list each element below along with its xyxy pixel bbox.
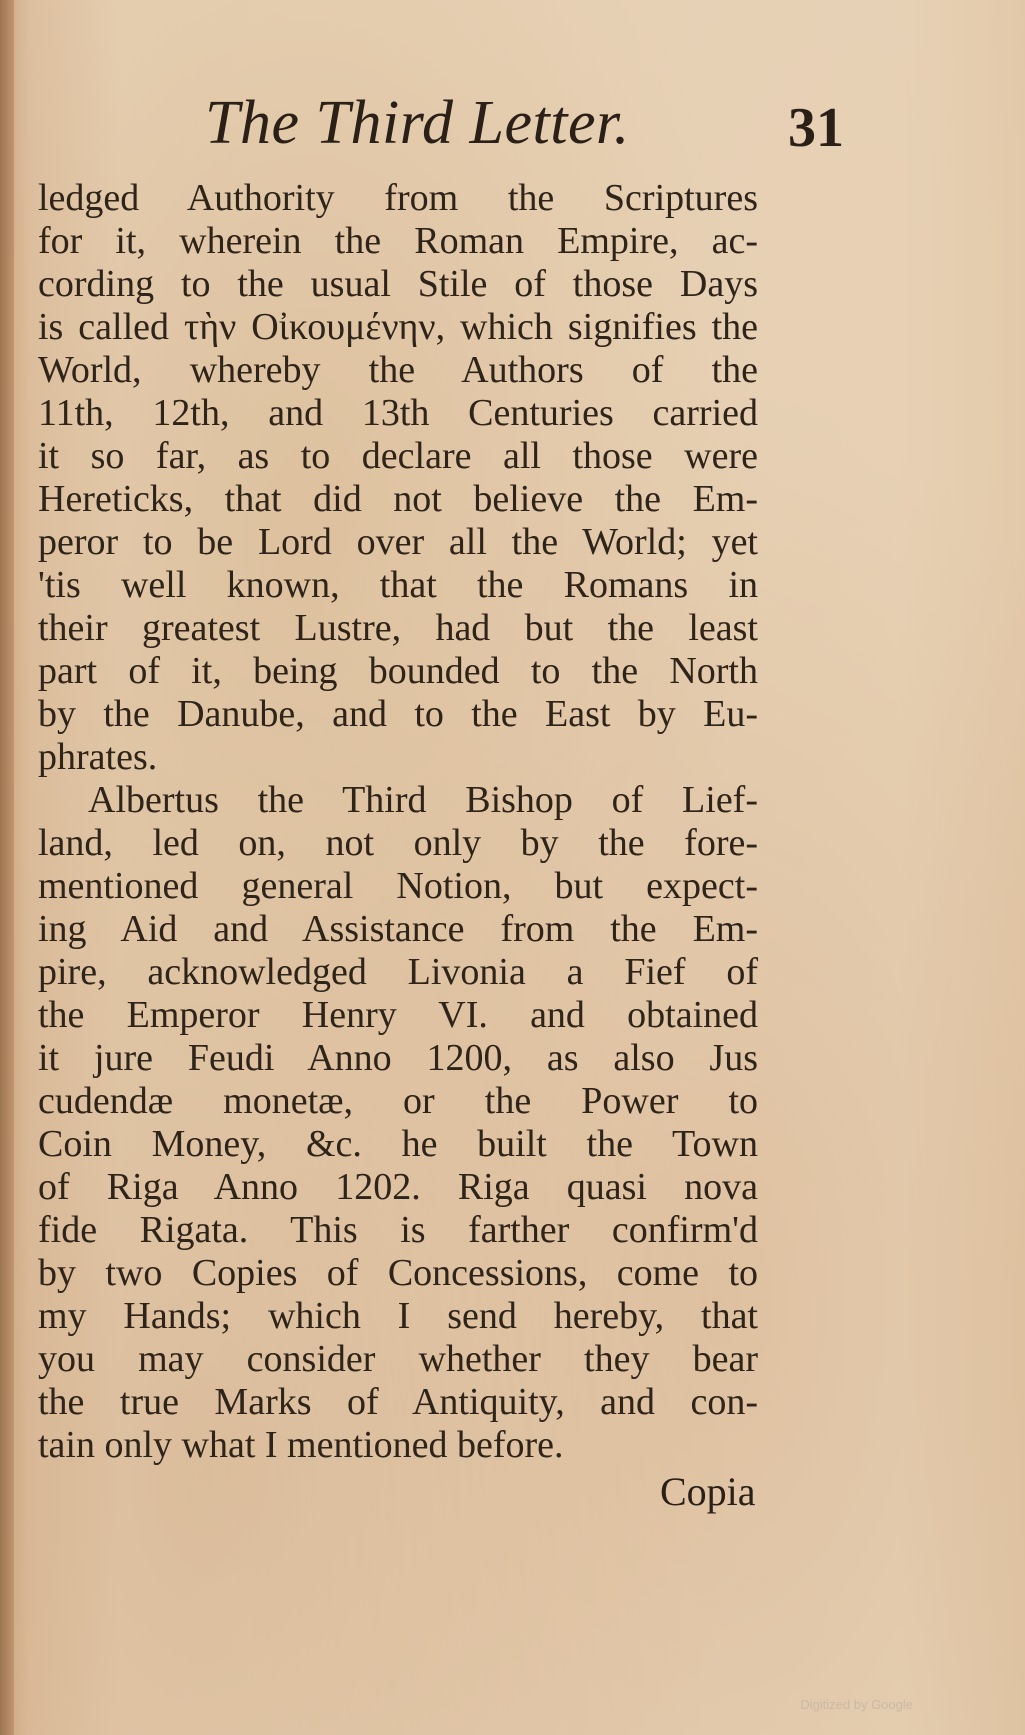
text-line: fide Rigata. This is farther confirm'd [38, 1209, 758, 1251]
text-line: Hereticks, that did not believe the Em- [38, 478, 758, 520]
text-line: for it, wherein the Roman Empire, ac- [38, 220, 758, 262]
body-text [38, 177, 758, 1467]
text-line: is called τὴν Οἰκουμένην, which signifies the [38, 306, 758, 348]
text-line: ing Aid and Assistance from the Em- [38, 908, 758, 950]
text-line: it so far, as to declare all those were [38, 435, 758, 477]
text-line: World, whereby the Authors of the [38, 349, 758, 391]
text-line: by the Danube, and to the East by Eu- [38, 693, 758, 735]
text-line: ledged Authority from the Scriptures [38, 177, 758, 219]
text-line: 11th, 12th, and 13th Centuries carried [38, 392, 758, 434]
text-line: the Emperor Henry VI. and obtained [38, 994, 758, 1036]
binding-gutter [0, 0, 14, 1735]
text-line: 'tis well known, that the Romans in [38, 564, 758, 606]
text-line: pire, acknowledged Livonia a Fief of [38, 951, 758, 993]
text-line: cording to the usual Stile of those Days [38, 263, 758, 305]
page-header [40, 88, 844, 168]
text-line: the true Marks of Antiquity, and con- [38, 1381, 758, 1423]
text-line: their greatest Lustre, had but the least [38, 607, 758, 649]
text-line: it jure Feudi Anno 1200, as also Jus [38, 1037, 758, 1079]
text-line: Albertus the Third Bishop of Lief- [88, 779, 758, 821]
text-line: you may consider whether they bear [38, 1338, 758, 1380]
digitization-watermark: Digitized by Google [800, 1697, 913, 1712]
text-line: phrates. [38, 736, 158, 778]
page-number: 31 [788, 97, 844, 159]
text-line: tain only what I mentioned before. [38, 1424, 564, 1466]
text-line: mentioned general Notion, but expect- [38, 865, 758, 907]
text-line: peror to be Lord over all the World; yet [38, 521, 758, 563]
text-line: Coin Money, &c. he built the Town [38, 1123, 758, 1165]
running-title: The Third Letter. [205, 89, 630, 157]
text-line: of Riga Anno 1202. Riga quasi nova [38, 1166, 758, 1208]
text-line: by two Copies of Concessions, come to [38, 1252, 758, 1294]
text-line: cudendæ monetæ, or the Power to [38, 1080, 758, 1122]
text-line: my Hands; which I send hereby, that [38, 1295, 758, 1337]
catchword: Copia [660, 1469, 756, 1514]
text-line: land, led on, not only by the fore- [38, 822, 758, 864]
text-line: part of it, being bounded to the North [38, 650, 758, 692]
